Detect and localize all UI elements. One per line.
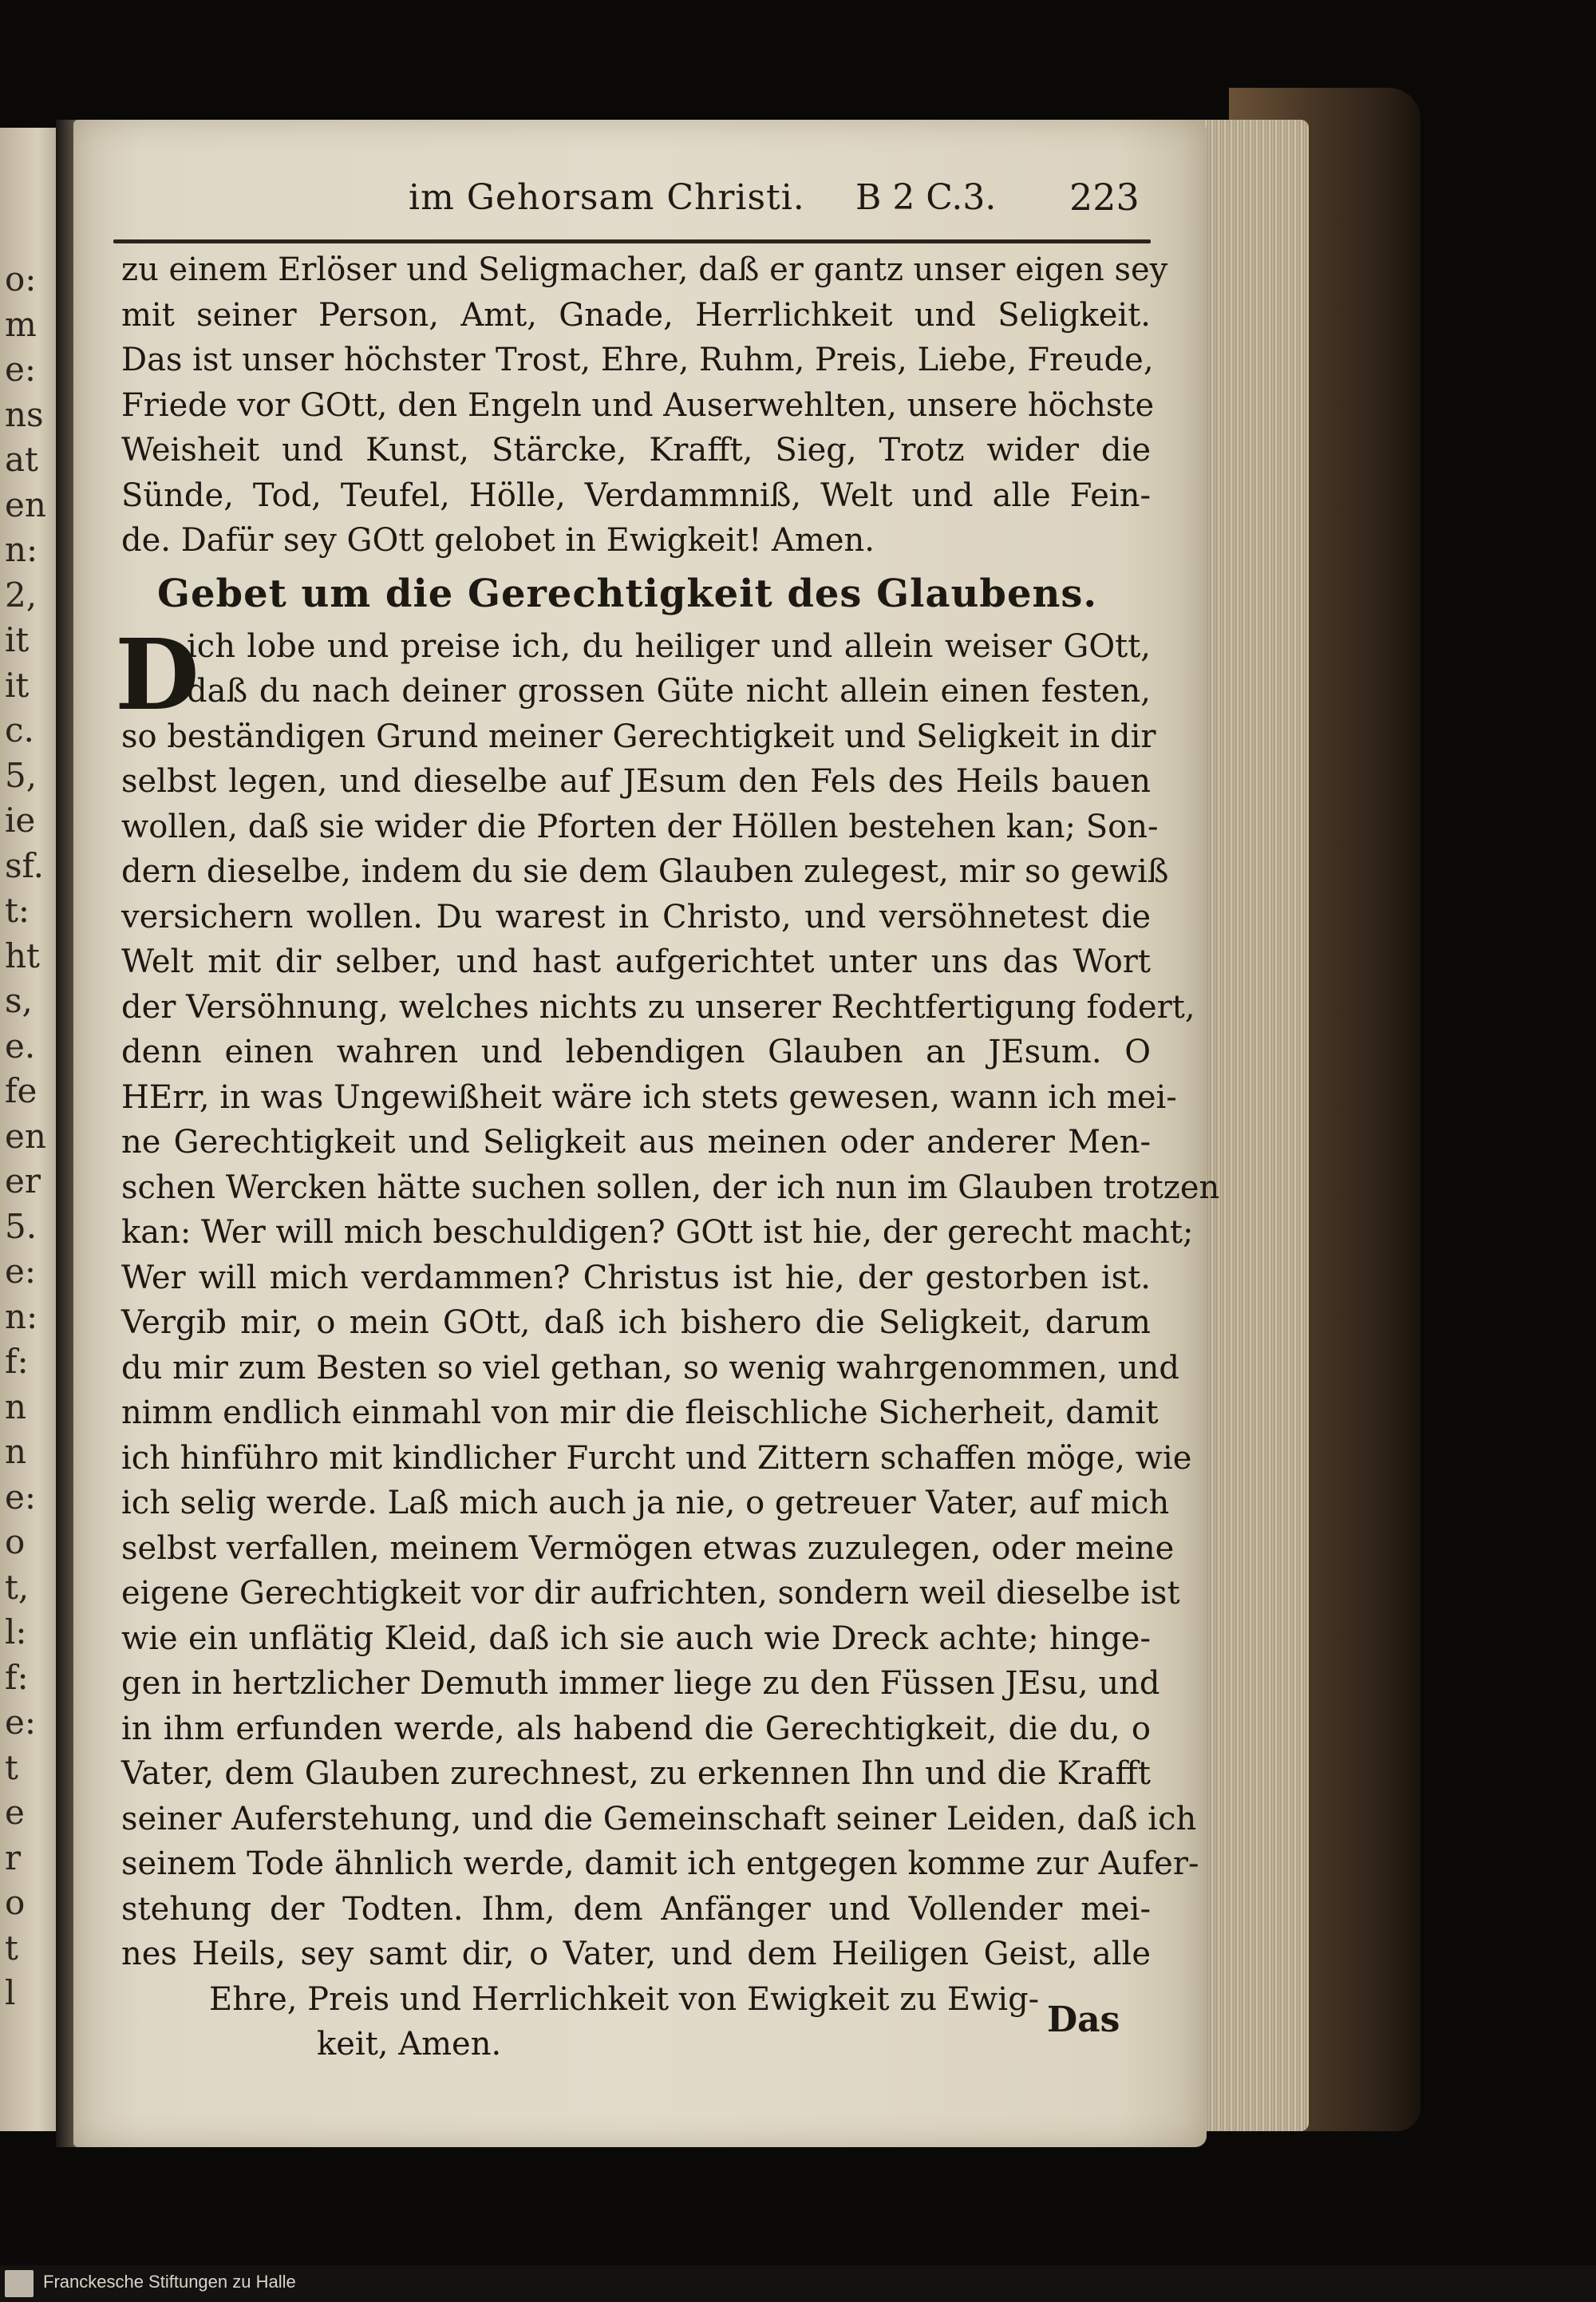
text-line: Sünde, Tod, Teufel, Hölle, Verdammniß, Welt und alle Fein- <box>121 477 1151 514</box>
text-line: seinem Tode ähnlich werde, damit ich entgegen komme zur Aufer- <box>121 1845 1199 1882</box>
text-line: daß du nach deiner grossen Güte nicht allein einen festen, <box>187 673 1151 710</box>
left-page-fragment: er <box>5 1161 41 1200</box>
text-line: eigene Gerechtigkeit vor dir aufrichten, sondern weil dieselbe ist <box>121 1575 1180 1612</box>
left-page-fragment: ns <box>5 394 44 434</box>
footer-credit: Franckesche Stiftungen zu Halle <box>43 2272 296 2292</box>
left-page-fragment: l <box>5 1973 16 2012</box>
running-header <box>337 168 1159 231</box>
text-line: der Versöhnung, welches nichts zu unserer Rechtfertigung fodert, <box>121 988 1195 1026</box>
footer-bar <box>0 2265 1596 2302</box>
closing-line: keit, Amen. <box>317 2026 502 2063</box>
left-page-fragment: o <box>5 1522 26 1561</box>
text-line: du mir zum Besten so viel gethan, so wenig wahrgenommen, und <box>121 1349 1180 1386</box>
top-paragraph <box>121 247 1168 564</box>
page-number: 223 <box>1069 176 1140 219</box>
text-line: ich hinführo mit kindlicher Furcht und Zittern schaffen möge, wie <box>121 1439 1192 1477</box>
prayer-closing <box>121 1977 1151 2067</box>
text-line: Vater, dem Glauben zurechnest, zu erkennen Ihn und die Krafft <box>121 1755 1151 1792</box>
left-page-fragment: l: <box>5 1612 27 1651</box>
text-line: so beständigen Grund meiner Gerechtigkeit und Seligkeit in dir <box>121 718 1156 755</box>
left-page-fragment: r <box>5 1837 22 1877</box>
text-line: Weisheit und Kunst, Stärcke, Krafft, Sieg, Trotz wider die <box>121 432 1151 469</box>
text-line: in ihm erfunden werde, als habend die Gerechtigkeit, die du, o <box>121 1710 1151 1747</box>
left-page-fragment: e: <box>5 1477 37 1517</box>
prayer-text <box>115 616 1220 2067</box>
text-line: denn einen wahren und lebendigen Glauben an JEsum. O <box>121 1034 1151 1070</box>
left-page-fragment: m <box>5 304 37 344</box>
text-line: Das ist unser höchster Trost, Ehre, Ruhm, Preis, Liebe, Freude, <box>121 342 1154 378</box>
left-page-fragment: t, <box>5 1567 30 1607</box>
left-page-fragment: it <box>5 620 30 659</box>
text-line: Friede vor GOtt, den Engeln und Auserwehlten, unsere höchste <box>121 386 1155 424</box>
prayer-first-line-text: ich lobe und preise ich, du heiliger und allein weiser GOtt, <box>187 627 1151 665</box>
text-line: Wer will mich verdammen? Christus ist hie, der gestorben ist. <box>121 1259 1151 1296</box>
text-line: nimm endlich einmahl von mir die fleischliche Sicherheit, damit <box>121 1394 1159 1431</box>
text-line: kan: Wer will mich beschuldigen? GOtt ist hie, der gerecht macht; <box>121 1214 1194 1251</box>
text-line: stehung der Todten. Ihm, dem Anfänger und Vollender mei- <box>121 1890 1151 1928</box>
left-page-fragment: it <box>5 665 30 705</box>
text-line: nes Heils, sey samt dir, o Vater, und dem Heiligen Geist, alle <box>121 1936 1151 1972</box>
text-line: versichern wollen. Du warest in Christo, und versöhnetest die <box>121 898 1151 935</box>
left-page-fragment: c. <box>5 710 34 750</box>
left-page-fragment: at <box>5 440 38 479</box>
text-line: de. Dafür sey GOtt gelobet in Ewigkeit! Amen. <box>121 522 875 559</box>
text-line: Vergib mir, o mein GOtt, daß ich bishero die Seligkeit, darum <box>121 1304 1151 1341</box>
left-page-fragment: n: <box>5 530 38 569</box>
left-page-fragment: ie <box>5 801 36 840</box>
left-page-fragment: e. <box>5 1026 36 1066</box>
text-block <box>115 247 1220 2067</box>
page-edges <box>1189 120 1309 2131</box>
left-page-fragment: n <box>5 1386 27 1426</box>
text-line: selbst legen, und dieselbe auf JEsum den Fels des Heils bauen <box>121 763 1151 800</box>
left-page-fragment: sf. <box>5 845 44 885</box>
left-page-fragment: o <box>5 1883 26 1922</box>
text-line: Welt mit dir selber, und hast aufgerichtet unter uns das Wort <box>121 943 1151 980</box>
left-page-fragment: f: <box>5 1657 29 1697</box>
left-page-fragment: 5. <box>5 1206 38 1246</box>
left-page-fragment: fe <box>5 1071 38 1110</box>
text-line: wie ein unflätig Kleid, daß ich sie auch wie Dreck achte; hinge- <box>121 1620 1151 1657</box>
text-line: mit seiner Person, Amt, Gnade, Herrlichkeit und Seligkeit. <box>121 296 1151 334</box>
left-page-fragment: ht <box>5 935 40 975</box>
left-page-fragment: n <box>5 1432 27 1471</box>
running-title: im Gehorsam Christi. <box>409 177 805 218</box>
text-line: ich selig werde. Laß mich auch ja nie, o getreuer Vater, auf mich <box>121 1485 1170 1521</box>
text-line: zu einem Erlöser und Seligmacher, daß er gantz unser eigen sey <box>121 251 1168 288</box>
text-line: seiner Auferstehung, und die Gemeinschaft seiner Leiden, daß ich <box>121 1800 1197 1837</box>
left-page-fragment: n: <box>5 1296 38 1336</box>
catchword: Das <box>1047 1999 1120 2040</box>
left-page-fragment: f: <box>5 1342 29 1381</box>
left-page-fragment: t <box>5 1928 18 1968</box>
text-line: wollen, daß sie wider die Pforten der Höllen bestehen kan; Son- <box>121 808 1159 845</box>
left-page-fragment: 2, <box>5 575 38 615</box>
signature-mark: B 2 C.3. <box>855 177 997 218</box>
prayer-lines <box>121 669 1220 1977</box>
text-line: selbst verfallen, meinem Vermögen etwas zuzulegen, oder meine <box>121 1529 1175 1567</box>
closing-line: Ehre, Preis und Herrlichkeit von Ewigkeit zu Ewig- <box>209 1980 1040 2018</box>
text-line: gen in hertzlicher Demuth immer liege zu den Füssen JEsu, und <box>121 1665 1160 1702</box>
text-line: dern dieselbe, indem du sie dem Glauben zulegest, mir so gewiß <box>121 853 1169 890</box>
header-rule <box>113 239 1151 243</box>
prayer-heading: Gebet um die Gerechtigkeit des Glaubens. <box>157 571 1098 616</box>
text-line: ne Gerechtigkeit und Seligkeit aus meinen oder anderer Men- <box>121 1124 1151 1161</box>
left-page-fragment: t: <box>5 891 30 930</box>
left-page-fragment: o: <box>5 259 37 299</box>
left-page-fragment: e: <box>5 1252 37 1291</box>
text-line: schen Wercken hätte suchen sollen, der ich nun im Glauben trotzen <box>121 1169 1220 1206</box>
drop-cap: D <box>115 616 200 732</box>
left-page-fragment: en <box>5 1116 46 1156</box>
left-page-fragment: en <box>5 485 46 524</box>
institution-logo-icon <box>5 2270 34 2297</box>
text-line: HErr, in was Ungewißheit wäre ich stets gewesen, wann ich mei- <box>121 1078 1177 1116</box>
left-page-fragment: s, <box>5 981 33 1020</box>
book-page <box>73 120 1220 2147</box>
left-page-fragment: 5, <box>5 755 38 795</box>
left-page-fragment: e: <box>5 350 37 389</box>
left-page-fragment: e: <box>5 1703 37 1742</box>
left-page-fragment: e <box>5 1793 25 1832</box>
left-page-fragment: t <box>5 1747 18 1787</box>
